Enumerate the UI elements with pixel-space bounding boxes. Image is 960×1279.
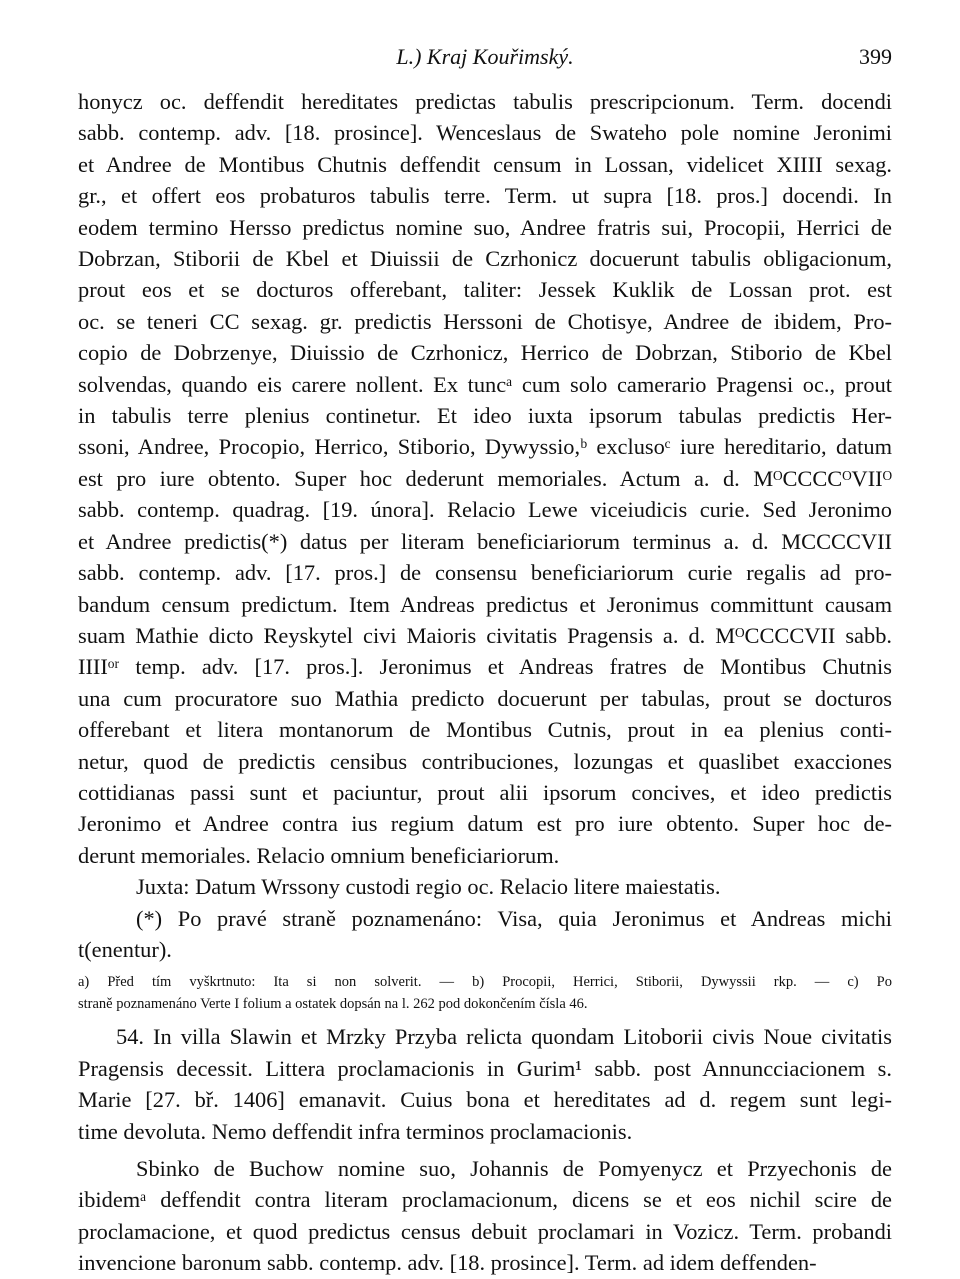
text-line: eodem termino Hersso predictus nomine suo, Andree fratris sui, Procopii, Herrici de <box>78 214 892 240</box>
text-line: 54. In villa Slawin et Mrzky Przyba relicta quondam Litoborii civis Noue civitatis <box>116 1024 892 1050</box>
page-number: 399 <box>859 44 892 69</box>
text-line: Jeronimo et Andree contra ius regium datum est pro iure obtento. Super hoc de- <box>78 811 892 837</box>
text-line: Sbinko de Buchow nomine suo, Johannis de Pomyenycz et Przyechonis de <box>136 1156 892 1181</box>
text-line: Marie [27. bř. 1406] emanavit. Cuius bona et hereditates ad d. regem sunt legi- <box>78 1087 892 1113</box>
text-line: una cum procuratore suo Mathia predicto docuerunt per tabulas, prout se docturos <box>78 685 892 711</box>
text-line: in tabulis terre plenius continetur. Et ideo iuxta ipsorum tabulas predictis Her- <box>78 403 892 429</box>
text-line: honycz oc. deffendit hereditates predictas tabulis prescripcionum. Term. docendi <box>78 89 892 114</box>
sbinko-paragraph <box>78 1153 892 1279</box>
text-line: IIIIᵒʳ temp. adv. [17. pros.]. Jeronimus et Andreas fratres de Montibus Chutnis <box>78 654 892 680</box>
text-line: et Andree predictis(*) datus per literam beneficiariorum terminus a. d. MCCCCVII <box>78 528 892 554</box>
text-line: prout eos et se docturos offerebant, taliter: Jessek Kuklik de Lossan prot. est <box>78 277 892 303</box>
text-line: gr., et offert eos probaturos tabulis terre. Term. ut supra [18. pros.] docendi. In <box>78 183 892 209</box>
text-line: offerebant et litera montanorum de Montibus Cutnis, prout in ea plenius conti- <box>78 717 892 743</box>
footnote-line: straně poznamenáno Verte I folium a ostatek dopsán na l. 262 pod dokončením čísla 46. <box>78 996 588 1013</box>
text-line: time devoluta. Nemo deffendit infra terminos proclamacionis. <box>78 1118 633 1144</box>
text-line: copio de Dobrzenye, Diuissio de Czrhonicz, Herrico de Dobrzan, Stiborio de Kbel <box>78 340 892 366</box>
text-line: bandum censum predictum. Item Andreas predictus et Jeronimus committunt causam <box>78 591 892 617</box>
entry-54-paragraph <box>78 1021 892 1147</box>
text-line: Pragensis decessit. Littera proclamacionis in Gurim¹ sabb. post Annuncciacionem s. <box>78 1055 892 1081</box>
text-line: derunt memoriales. Relacio omnium beneficiariorum. <box>78 842 560 868</box>
text-line: est pro iure obtento. Super hoc dederunt memoriales. Actum a. d. MᴼCCCCᴼVIIᴼ <box>78 465 892 491</box>
main-text <box>78 86 892 1279</box>
text-line: oc. se teneri CC sexag. gr. predictis Herssoni de Chotisye, Andree de ibidem, Pro- <box>78 308 892 334</box>
text-line: invencione baronum sabb. contemp. adv. [18. prosince]. Term. ad idem deffenden- <box>78 1250 817 1276</box>
text-line: cottidianas passi sunt et paciuntur, prout alii ipsorum concives, et ideo predictis <box>78 779 892 805</box>
footnote-line: a) Před tím vyškrtnuto: Ita si non solverit. — b) Procopii, Herrici, Stiborii, Dywyssii rkp. — c) Po <box>78 974 892 991</box>
text-line: Dobrzan, Stiborii de Kbel et Diuissii de Czrhonicz docuerunt tabulis obligacionum, <box>78 246 892 272</box>
body-paragraph <box>78 86 892 871</box>
note-line: t(enentur). <box>78 936 172 962</box>
juxta-line: Juxta: Datum Wrssony custodi regio oc. Relacio litere maiestatis. <box>136 874 721 900</box>
note-line: (*) Po pravé straně poznamenáno: Visa, quia Jeronimus et Andreas michi <box>136 905 892 931</box>
text-line: ssoni, Andree, Procopio, Herrico, Stiborio, Dywyssio,ᵇ exclusoᶜ iure hereditario, datum <box>78 434 892 460</box>
text-line: sabb. contemp. quadrag. [19. února]. Relacio Lewe viceiudicis curie. Sed Jeronimo <box>78 497 892 523</box>
text-line: ibidemᵃ deffendit contra literam proclamacionum, dicens se et eos nichil scire de <box>78 1187 892 1213</box>
text-line: proclamacione, et quod predictus census debuit proclamari in Vozicz. Term. probandi <box>78 1218 892 1244</box>
text-line: solvendas, quando eis carere nollent. Ex tuncᵃ cum solo camerario Pragensi oc., prout <box>78 371 892 397</box>
text-line: sabb. contemp. adv. [18. prosince]. Wenceslaus de Swateho pole nomine Jeronimi <box>78 120 892 146</box>
page-header <box>78 40 892 74</box>
text-line: suam Mathie dicto Reyskytel civi Maioris civitatis Pragensis a. d. MᴼCCCCVII sabb. <box>78 622 892 648</box>
footnotes <box>78 971 892 1015</box>
marginal-note <box>78 903 892 966</box>
text-line: et Andree de Montibus Chutnis deffendit censum in Lossan, videlicet XIIII sexag. <box>78 151 892 177</box>
text-line: netur, quod de predictis censibus contribuciones, lozungas et quaslibet exacciones <box>78 748 892 774</box>
running-title: L.) Kraj Kouřimský. <box>396 44 574 69</box>
text-line: sabb. contemp. adv. [17. pros.] de consensu beneficiariorum curie regalis ad pro- <box>78 560 892 586</box>
